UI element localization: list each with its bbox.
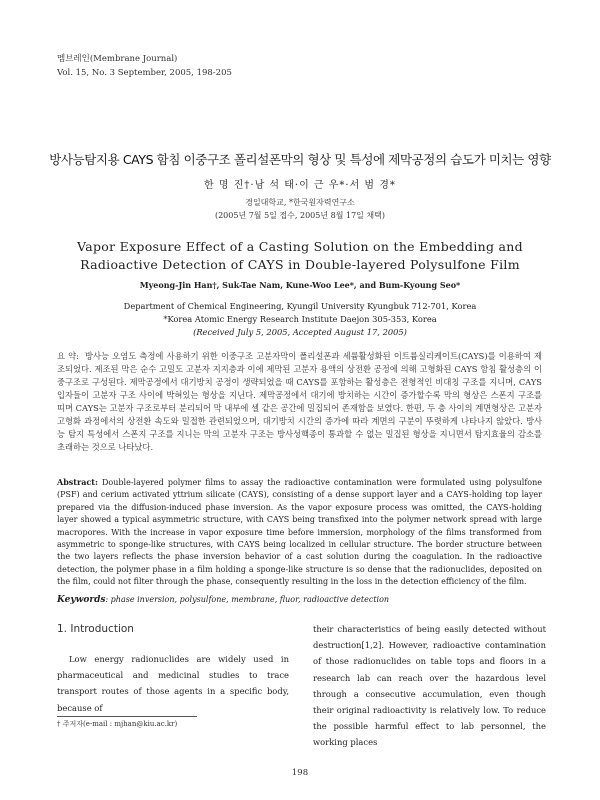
english-title: Vapor Exposure Effect of a Casting Solution on the Embedding and Radioactive Detection of CAYS in Double-layered Polysulfone Film <box>77 239 523 272</box>
keywords-label: Keywords <box>57 595 106 605</box>
korean-abstract-label: 요 약: <box>57 351 79 361</box>
keywords-text: : phase inversion, polysulfone, membrane, fluor, radioactive detection <box>105 595 390 604</box>
korean-authors: 한 명 진†·남 석 태·이 근 우*·서 범 경* <box>204 180 396 191</box>
corresponding-author-footnote: † 주저자(e-mail : mjhan@kiu.ac.kr) <box>57 720 178 728</box>
korean-affiliation <box>0 196 600 222</box>
journal-volume: Vol. 15, No. 3 September, 2005, 198-205 <box>57 68 232 78</box>
korean-abstract <box>57 350 542 454</box>
page-number: 198 <box>291 768 309 778</box>
korean-received-date: (2005년 7월 5일 접수, 2005년 8월 17일 채택) <box>214 211 386 220</box>
footnote-divider <box>57 716 197 717</box>
korean-affiliation-line: 경일대학교, *한국원자력연구소 <box>245 198 355 207</box>
introduction-heading: 1. Introduction <box>57 623 134 635</box>
keywords <box>57 595 542 605</box>
english-authors: Myeong-Jin Han†, Suk-Tae Nam, Kune-Woo Lee*, and Bum-Kyoung Seo* <box>139 280 461 290</box>
body-column-right <box>313 621 546 751</box>
english-received-date: (Received July 5, 2005, Accepted August 17, 2005) <box>193 327 407 337</box>
introduction-paragraph-right: their characteristics of being easily detected without destruction[1,2]. However, radioactive contamination of those radionuclides on table tops and floors in a research lab can reach over the hazardous level through a consecutive accumulation, even though their original radioactivity is relatively low. To reduce the possible harmful effect to lab personnel, the working places <box>313 624 546 748</box>
body-column-left <box>57 621 289 716</box>
korean-title: 방사능탐지용 CAYS 함침 이중구조 폴리설폰막의 형상 및 특성에 제막공정의 습도가 미치는 영향 <box>49 152 551 167</box>
english-affiliation-line-1: Department of Chemical Engineering, Kyungil University Kyungbuk 712-701, Korea <box>123 301 477 311</box>
introduction-paragraph-left: Low energy radionuclides are widely used in pharmaceutical and medicinal studies to trace transport routes of those agents in a specific body, because of <box>57 654 289 713</box>
english-abstract-text: Double-layered polymer films to assay the radioactive contamination were formulated using polysulfone (PSF) and cerium activated yttrium silicate (CAYS), consisting of a dense support layer and a CAYS-holding top layer prepared via the diffusion-induced phase inversion. As the vapor exposure process was omitted, the CAYS-holding layer showed a typical asymmetric structure, with CAYS being transfixed into the polymer network spread with large macropores. With the increase in vapor exposure time before immersion, morphology of the films transformed from asymmetric to sponge-like structures, with CAYS being localized in cellular structure. The border structure between the two layers reflects the phase inversion behavior of a cast solution during the coagulation. In the radioactive detection, the polymer phase in a film holding a sponge-like structure is so dense that the radionuclides, deposited on the film, could not filter through the phase, consequently resulting in the loss in the detection efficiency of the film. <box>57 478 542 587</box>
journal-name: 멤브레인(Membrane Journal) <box>57 54 178 64</box>
korean-abstract-text: 방사능 오염도 측정에 사용하기 위한 이중구조 고분자막이 폴리설폰과 세륨활성화된 이트륨실리케이트(CAYS)를 이용하여 제조되었다. 제조된 막은 순수 고밀도 고분자 지지층과 이에 제막된 고분자 용액의 상전환 공정에 의해 고형화된 CAYS 함침 활성층의 이중구조로 구성된다. 제막공정에서 대기방치 공정이 생략되었을 때 CAYS를 포함하는 활성층은 전형적인 비대칭 구조를 지니며, CAYS 입자들이 고분자 구조 사이에 박혀있는 형상을 지닌다. 제막공정에서 대기에 방치하는 시간이 증가할수록 막의 형상은 스폰지 구조를 띠며 CAYS는 고분자 구조로부터 분리되어 막 내부에 셀 같은 공간에 밀집되어 존재함을 보였다. 한편, 두 층 사이의 계면형상은 고분자 고형화 과정에서의 상전환 속도와 밀접한 관련되었으며, 대기방치 시간의 증가에 따라 계면의 구분이 뚜렷하게 나타나지 않았다. 방사능 탐지 특성에서 스폰지 구조를 지니는 막의 고분자 구조는 방사성핵종이 통과할 수 없는 밀집된 형상을 지니면서 탐지효율의 감소를 초래하는 것으로 나타났다. <box>57 351 542 452</box>
journal-header <box>57 52 232 80</box>
english-affiliation <box>0 300 600 339</box>
english-abstract <box>57 476 542 589</box>
english-affiliation-line-2: *Korea Atomic Energy Research Institute Daejon 305-353, Korea <box>163 314 437 324</box>
english-abstract-label: Abstract: <box>57 477 98 487</box>
